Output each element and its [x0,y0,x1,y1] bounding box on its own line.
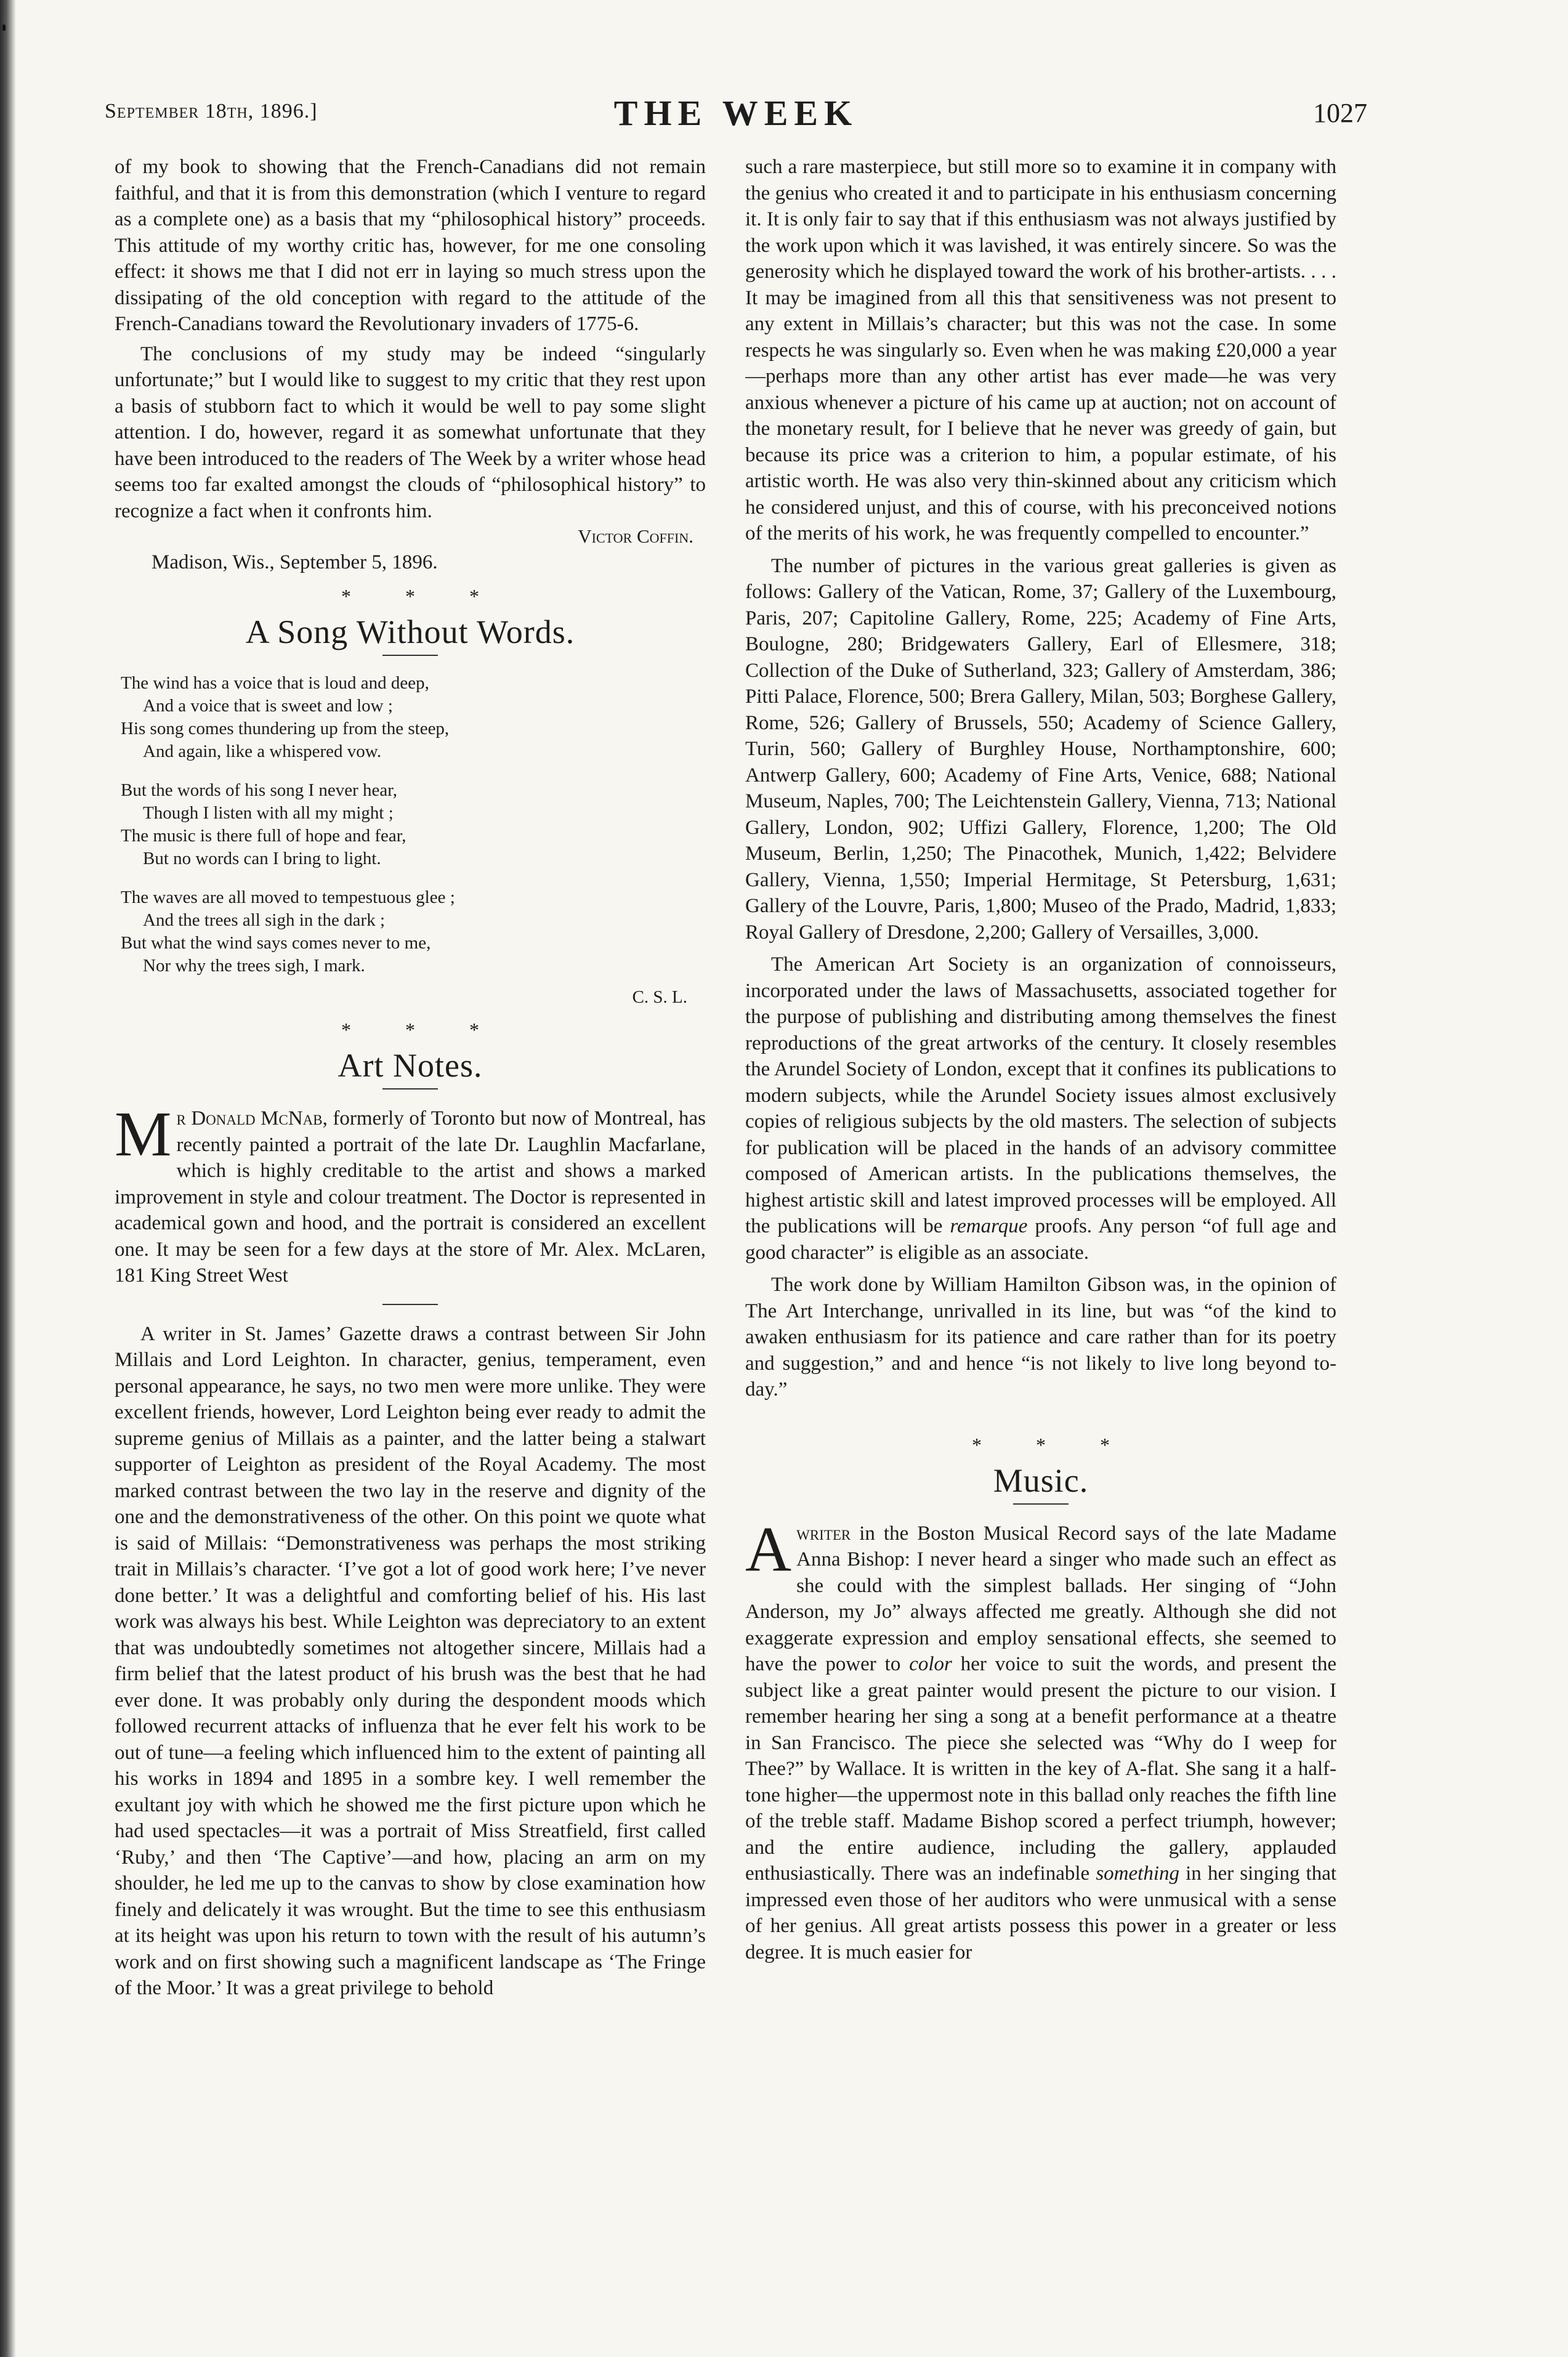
music-paragraph [745,1513,1336,1966]
poem [121,672,706,977]
galleries-paragraph: The number of pictures in the various great galleries is given as follows: Gallery of the Vatican, Rome, 37; Gallery of the Luxembourg, Paris, 207; Capitoline Gallery, Rome, 225; Academy of Fine Arts, Boulogne, 280; Bridgewaters Gallery, Earl of Ellesmere, 318; Collection of the Duke of Sutherland, 323; Gallery of Amsterdam, 386; Pitti Palace, Florence, 500; Brera Gallery, Milan, 503; Borghese Gallery, Rome, 526; Gallery of Brussels, 550; Academy of Science Gallery, Turin, 560; Gallery of Burghley House, Northamptonshire, 600; Antwerp Gallery, 600; Academy of Fine Arts, Venice, 688; National Museum, Naples, 700; The Leichtenstein Gallery, Vienna, 713; National Gallery, London, 902; Uffizi Gallery, Florence, 1,200; The Old Museum, Berlin, 1,250; The Pinacothek, Munich, 1,422; Belvidere Gallery, Vienna, 1,550; Imperial Hermitage, St Petersburg, 1,631; Gallery of the Louvre, Paris, 1,800; Museo of the Prado, Madrid, 1,833; Royal Gallery of Dresdone, 2,200; Gallery of Versailles, 3,000. [745,554,1336,944]
ink-speck [2,25,6,31]
paragraph-text: proofs. Any person “of full age and good character” is eligible as an associate. [745,1215,1336,1264]
paragraph-text: in her singing that impressed even those of her auditors who were unmusical with a sense of her genius. All great artists possess this power in a greater or less degree. It is much easier for [745,1862,1336,1963]
art-notes-title: Art Notes. [337,1047,483,1084]
spacer [745,945,1336,952]
spacer [745,1266,1336,1272]
book-spine-shadow [0,0,16,2357]
title-rule [1013,1503,1069,1505]
art-notes-paragraph-2: A writer in St. James’ Gazette draws a contrast between Sir John Millais and Lord Leighton. In character, genius, temperament, even personal appearance, he says, no two men were more unlike. They were excellent friends, however, Lord Leighton being ever ready to admit the supreme genius of Millais as a painter, and the latter being a stalwart supporter of Leighton as president of the Royal Academy. The most marked contrast between the two lay in the reserve and dignity of the one and the demonstrativeness of the other. On this point we quote what is said of Millais: “Demonstrativeness was perhaps the most striking trait in Millais’s character. ‘I’ve got a lot of good work here; I’ve never done better.’ It was a delightful and comforting belief of his. His last work was always his best. While Leighton was depreciatory to an extent that was undoubtedly sometimes not altogether sincere, Millais had a firm belief that the latest product of his brush was the best that he had ever done. It was probably only during the despondent moods which followed recurrent attacks of influenza that he ever felt his work to be out of tune—a feeling which influenced him to the extent of painting all his works in 1894 and 1895 in a sombre key. I well remember the exultant joy with which he showed me the first picture upon which he had used spectacles—it was a portrait of Miss Streatfield, first called ‘Ruby,’ and then ‘The Captive’—and how, placing an arm on my shoulder, he led me up to the canvas to show by close examination how finely and delicately it was wrought. But the time to see this enthusiasm at its height was upon his return to town with the result of his autumn’s work and on first showing such a magnificent landscape as ‘The Fringe of the Moor.’ It was a great privilege to behold [115,1322,706,1999]
poem-line: Though I listen with all my might ; [143,803,394,823]
poem-line: The music is there full of hope and fear, [121,826,406,846]
gibson-paragraph: The work done by William Hamilton Gibson was, in the opinion of The Art Interchange, unrivalled in its line, but was “of the kind to awaken enthusiasm for its patience and care rather than for its poetry and suggestion,” and and hence “is not likely to live long beyond to-day.” [745,1274,1336,1401]
lead-in-smallcaps: writer [796,1522,851,1545]
drop-cap: A [745,1513,792,1585]
section-divider-stars: * * * [972,1433,1134,1456]
drop-cap: M [115,1099,172,1170]
paragraph-text: in the Boston Musical Record says of the late Madame Anna Bishop: I never heard a singer who made such an effect as she could with the simplest ballads. Her singing of “John Anderson, my Jo” always affected me greatly. Although she did not exaggerate expression and employ sensational effects, she seemed to have the power to [745,1522,1336,1675]
title-rule [382,655,438,656]
paragraph-rule [382,1304,438,1305]
paragraph-text: formerly of Toronto but now of Montreal, has recently painted a portrait of the late Dr. Laughlin Macfarlane, which is highly creditable to the artist and shows a marked improvement in style and colour treatment. The Doctor is represented in academical gown and hood, and the portrait is considered an excellent one. It may be seen for a few days at the store of Mr. Alex. McLaren, 181 King Street West [115,1107,706,1287]
poem-line: But no words can I bring to light. [143,849,381,868]
music-title: Music. [993,1462,1089,1499]
title-rule [382,1088,438,1090]
paragraph-text: her voice to suit the words, and present the subject like a great painter would present the picture to our vision. I remember hearing her sing a song at a benefit performance at a theatre in San Francisco. The piece she selected was “Why do I weep for Thee?” by Wallace. It is written in the key of A-flat. She sang it a half-tone higher—the uppermost note in this ballad only reaches the fifth line of the treble staff. Madame Bishop scored a perfect triumph, however; and the entire audience, including the gallery, applauded enthusiastically. There was an indefinable [745,1653,1336,1885]
poem-line: The waves are all moved to tempestuous glee ; [121,887,455,907]
italic-word: remarque [950,1215,1028,1237]
art-society-paragraph [745,952,1336,1266]
poem-stanza [121,886,706,977]
section-divider-stars: * * * [341,1019,504,1041]
poem-stanza [121,672,706,763]
poem-line: And a voice that is sweet and low ; [143,696,393,716]
issue-date: September 18th, 1896.] [105,100,318,123]
page-header [105,92,1367,142]
paragraph-text: The American Art Society is an organization of connoisseurs, incorporated under the laws of Massachusetts, associated together for the purpose of publishing and distributing among themselves the finest reproductions of the great artworks of the century. It closely resembles the Arundel Society of London, except that it confines its publications to modern subjects, while the Arundel Society issues almost exclusively copies of religious subjects by the old masters. The selection of subjects for publication will be placed in the hands of an advisory committee composed of American artists. In the publications themselves, the highest artistic skill and latest improved processes will be employed. All the publications will be [745,953,1336,1237]
left-column [115,154,706,2322]
poem-line: The wind has a voice that is loud and deep, [121,673,429,693]
poem-line: And again, like a whispered vow. [143,742,382,761]
letter-dateline: Madison, Wis., September 5, 1896. [152,551,438,573]
lead-in-smallcaps: r Donald McNab, [176,1107,328,1130]
masthead-title: THE WEEK [613,93,859,133]
italic-word: something [1096,1862,1179,1885]
poem-title: A Song Without Words. [245,613,575,650]
letter-signature: Victor Coffin. [578,525,693,547]
poem-line: His song comes thundering up from the steep, [121,719,450,738]
letter-paragraph-2: The conclusions of my study may be indeed “singularly unfortunate;” but I would like to suggest to my critic that they rest upon a basis of stubborn fact to which it would be well to pay some slight attention. I do, however, regard it as somewhat unfortunate that they have been introduced to the readers of The Week by a writer whose head seems too far exalted amongst the clouds of “philosophical history” to recognize a fact when it confronts him. [115,342,706,522]
poem-line: But the words of his song I never hear, [121,780,398,800]
poem-stanza [121,779,706,870]
art-notes-paragraph-1 [115,1099,706,1289]
right-column [745,154,1336,2322]
poem-signature: C. S. L. [632,987,687,1007]
poem-line: And the trees all sigh in the dark ; [143,910,386,930]
poem-line: Nor why the trees sigh, I mark. [143,956,365,976]
section-divider-stars: * * * [341,585,504,607]
poem-line: But what the wind says comes never to me, [121,933,431,953]
spacer [745,547,1336,553]
page-number: 1027 [1313,98,1367,128]
letter-paragraph-1: of my book to showing that the French-Canadians did not remain faithful, and that it is from this demonstration (which I venture to regard as a complete one) as a basis that my “philosophical history” proceeds. This attitude of my worthy critic has, however, for me one consoling effect: it shows me that I did not err in laying so much stress upon the dissipating of the old conception with regard to the attitude of the French-Canadians toward the Revolutionary invaders of 1775-6. [115,156,706,335]
italic-word: color [909,1653,952,1675]
continued-paragraph: such a rare masterpiece, but still more so to examine it in company with the genius who created it and to participate in his enthusiasm concerning it. It is only fair to say that if this enthusiasm was not always justified by the work upon which it was lavished, it was entirely sincere. So was the generosity which he displayed toward the work of his brother-artists. . . . It may be imagined from all this that sensitiveness was not present to any extent in Millais’s character; but this was not the case. In some respects he was singularly so. Even when he was making £20,000 a year—perhaps more than any other artist has ever made—he was very anxious whenever a picture of his came up at auction; not on account of the monetary result, for I believe that he never was greedy of gain, but because its price was a criterion to him, a popular estimate, of his artistic worth. He was also very thin-skinned about any criticism which he considered unjust, and this of course, with his preconceived notions of the merits of his work, he was frequently compelled to encounter.” [745,156,1336,544]
